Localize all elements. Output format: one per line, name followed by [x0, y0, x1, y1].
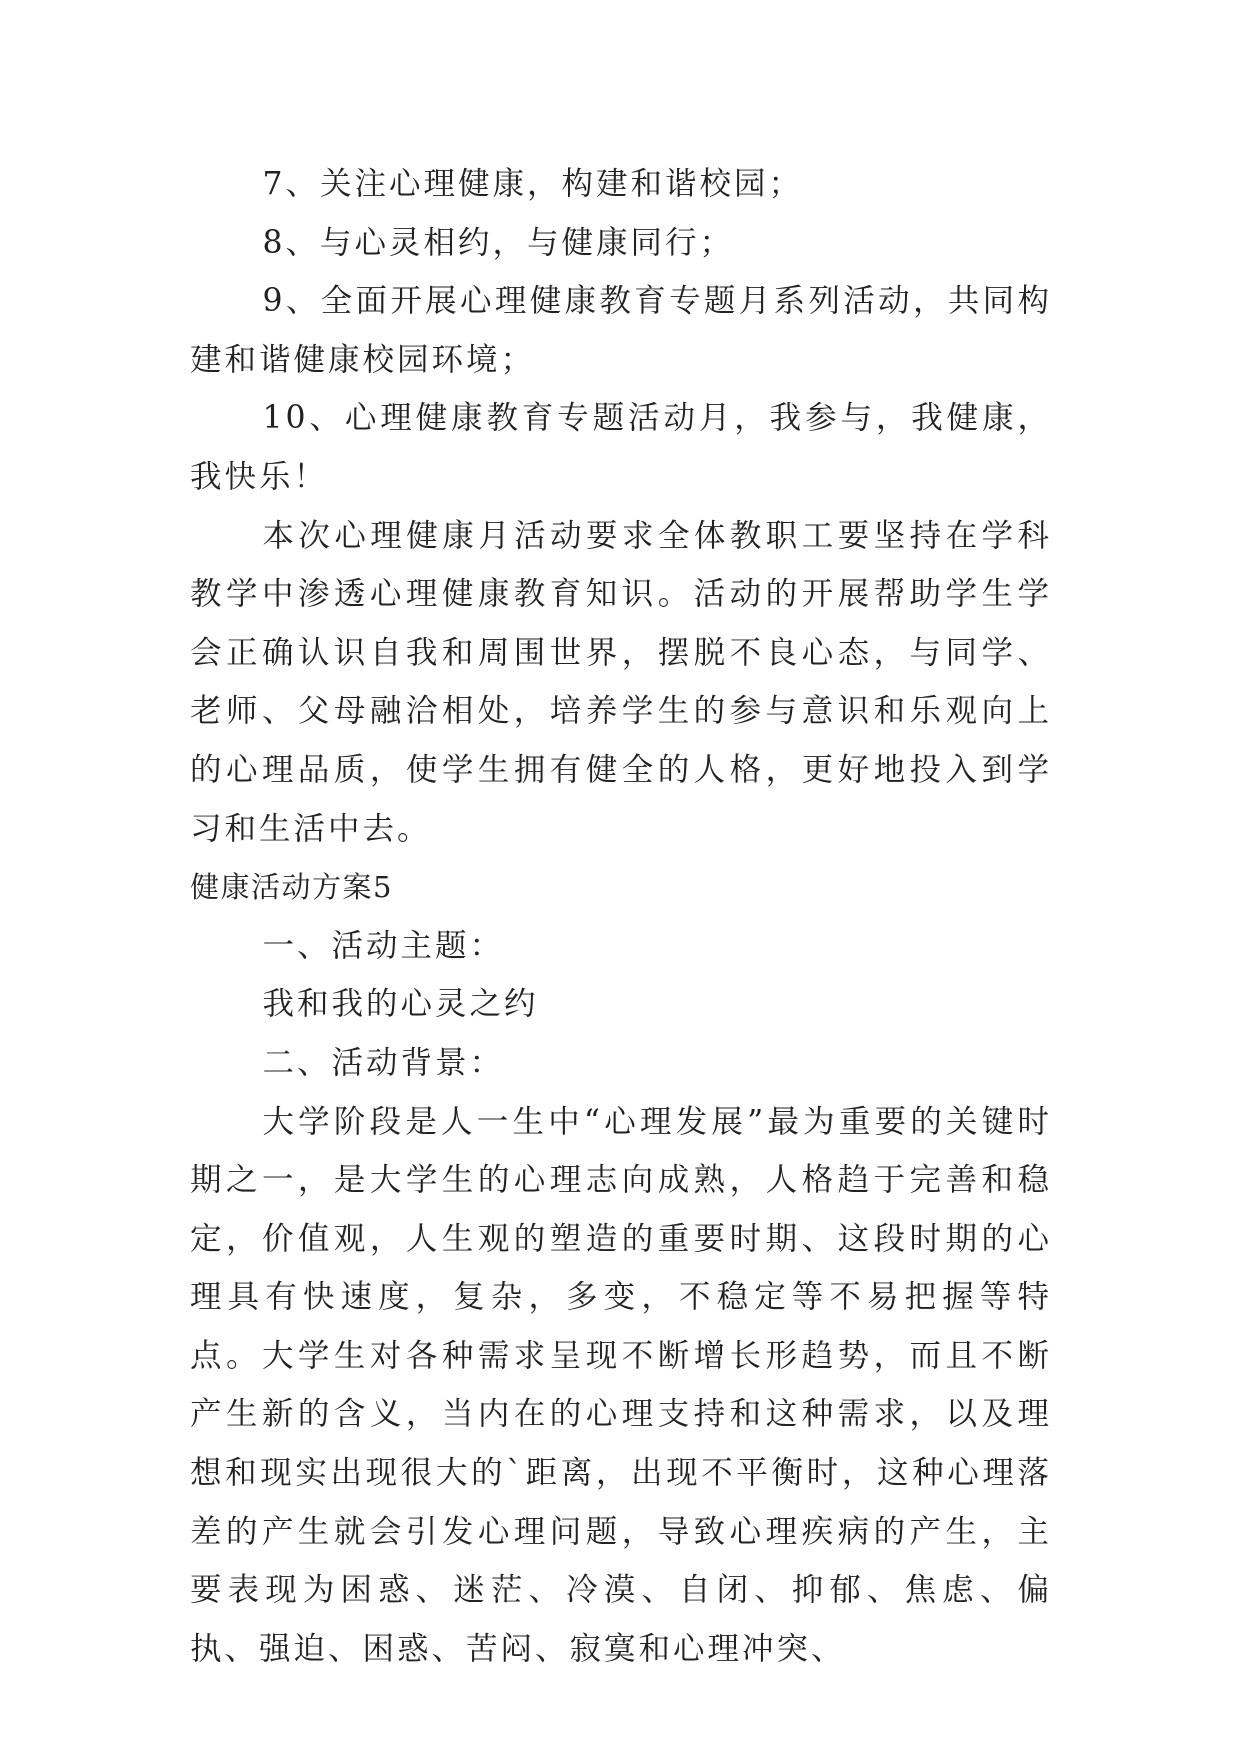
theme-heading: 一、活动主题： [262, 927, 504, 964]
list-item-9: 9、全面开展心理健康教育专题月系列活动，共同构建和谐健康校园环境； [190, 283, 1052, 378]
list-item-7: 7、关注心理健康，构建和谐校园； [262, 166, 803, 202]
theme-text: 我和我的心灵之约 [262, 986, 539, 1023]
background-paragraph: 大学阶段是人一生中“心理发展”最为重要的关键时期之一，是大学生的心理志向成熟，人格趋于完善和稳定，价值观，人生观的塑造的重要时期、这段时期的心理具有快速度，复杂，多变，不稳定等不易把握等特点。大学生对各种需求呈现不断增长形趋势，而且不断产生新的含义，当内在的心理支持和这种需求，以及理想和现实出现很大的`距离，出现不平衡时，这种心理落差的产生就会引发心理问题，导致心理疾病的产生，主要表现为困惑、迷茫、冷漠、自闭、抑郁、焦虑、偏执、强迫、困惑、苦闷、寂寞和心理冲突、 [190, 1103, 1052, 1667]
list-item-10: 10、心理健康教育专题活动月，我参与，我健康，我快乐！ [190, 400, 1052, 495]
background-heading: 二、活动背景： [262, 1044, 504, 1081]
list-item-8: 8、与心灵相约，与健康同行； [262, 224, 734, 261]
section-heading: 健康活动方案5 [190, 870, 393, 905]
summary-paragraph: 本次心理健康月活动要求全体教职工要坚持在学科教学中渗透心理健康教育知识。活动的开展帮助学生学会正确认识自我和周围世界，摆脱不良心态，与同学、老师、父母融洽相处，培养学生的参与意识和乐观向上的心理品质，使学生拥有健全的人格，更好地投入到学习和生活中去。 [190, 517, 1052, 847]
document-body [190, 155, 1052, 1678]
